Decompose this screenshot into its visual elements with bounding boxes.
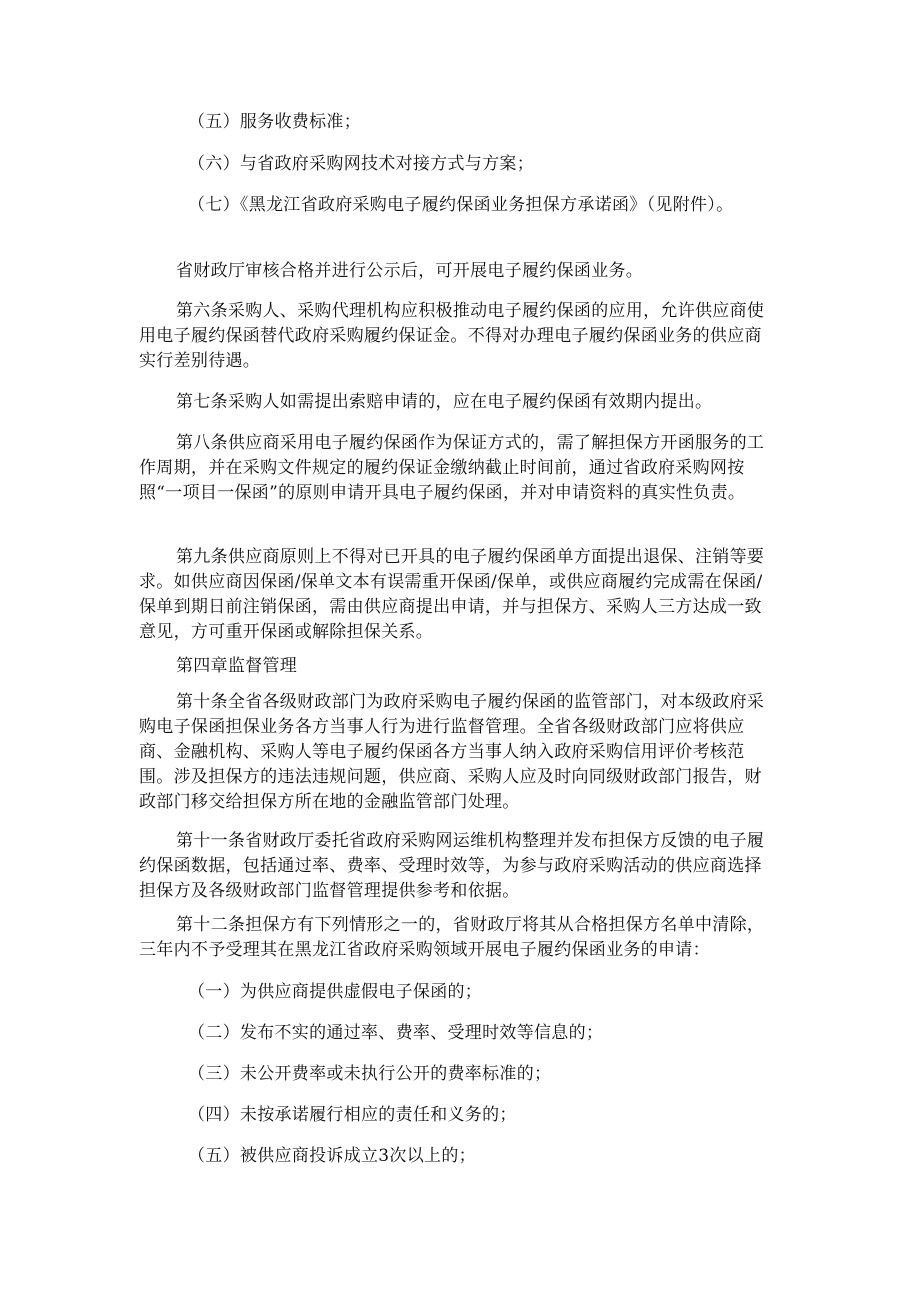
paragraph-review-publicity: 省财政厅审核合格并进行公示后，可开展电子履约保函业务。 [176,261,644,281]
list-item-service-fee: （五）服务收费标准； [188,112,361,132]
list-item-obligations: （四）未按承诺履行相应的责任和义务的； [188,1105,517,1125]
list-item-complaints: （五）被供应商投诉成立3次以上的； [188,1146,476,1166]
list-item-fee-standard: （三）未公开费率或未执行公开的费率标准的； [188,1064,552,1084]
article-7: 第七条采购人如需提出索赔申请的，应在电子履约保函有效期内提出。 [176,392,713,412]
article-10: 第十条全省各级财政部门为政府采购电子履约保函的监管部门，对本级政府采购电子保函担保业务各方当事人行为进行监督管理。全省各级财政部门应将供应商、金融机构、采购人等电子履约保函各方当事人纳入政府采购信用评价考核范围。涉及担保方的违法违规问题，供应商、采购人应及时向同级财政部门报告，财政部门移交给担保方所在地的金融监管部门处理。 [139,692,765,812]
list-item-tech-docking: （六）与省政府采购网技术对接方式与方案； [188,154,534,174]
list-item-false-info: （二）发布不实的通过率、费率、受理时效等信息的； [188,1023,604,1043]
article-6: 第六条采购人、采购代理机构应积极推动电子履约保函的应用，允许供应商使用电子履约保函替代政府采购履约保证金。不得对办理电子履约保函业务的供应商实行差别待遇。 [139,301,765,371]
list-item-false-guarantee: （一）为供应商提供虚假电子保函的； [188,982,483,1002]
article-8: 第八条供应商采用电子履约保函作为保证方式的，需了解担保方开函服务的工作周期，并在采购文件规定的履约保证金缴纳截止时间前，通过省政府采购网按照“一项目一保函”的原则申请开具电子履约保函，并对申请资料的真实性负责。 [139,433,765,503]
list-item-commitment-letter: （七）《黑龙江省政府采购电子履约保函业务担保方承诺函》（见附件）。 [188,195,734,215]
article-9: 第九条供应商原则上不得对已开具的电子履约保函单方面提出退保、注销等要求。如供应商因保函/保单文本有误需重开保函/保单，或供应商履约完成需在保函/保单到期日前注销保函，需由供应商提出申请，并与担保方、采购人三方达成一致意见，方可重开保函或解除担保关系。 [139,547,765,642]
article-12: 第十二条担保方有下列情形之一的，省财政厅将其从合格担保方名单中清除，三年内不予受理其在黑龙江省政府采购领域开展电子履约保函业务的申请： [139,915,765,960]
chapter-4-heading: 第四章监督管理 [176,656,298,676]
article-11: 第十一条省财政厅委托省政府采购网运维机构整理并发布担保方反馈的电子履约保函数据，包括通过率、费率、受理时效等，为参与政府采购活动的供应商选择担保方及各级财政部门监督管理提供参考和依据。 [139,831,765,901]
